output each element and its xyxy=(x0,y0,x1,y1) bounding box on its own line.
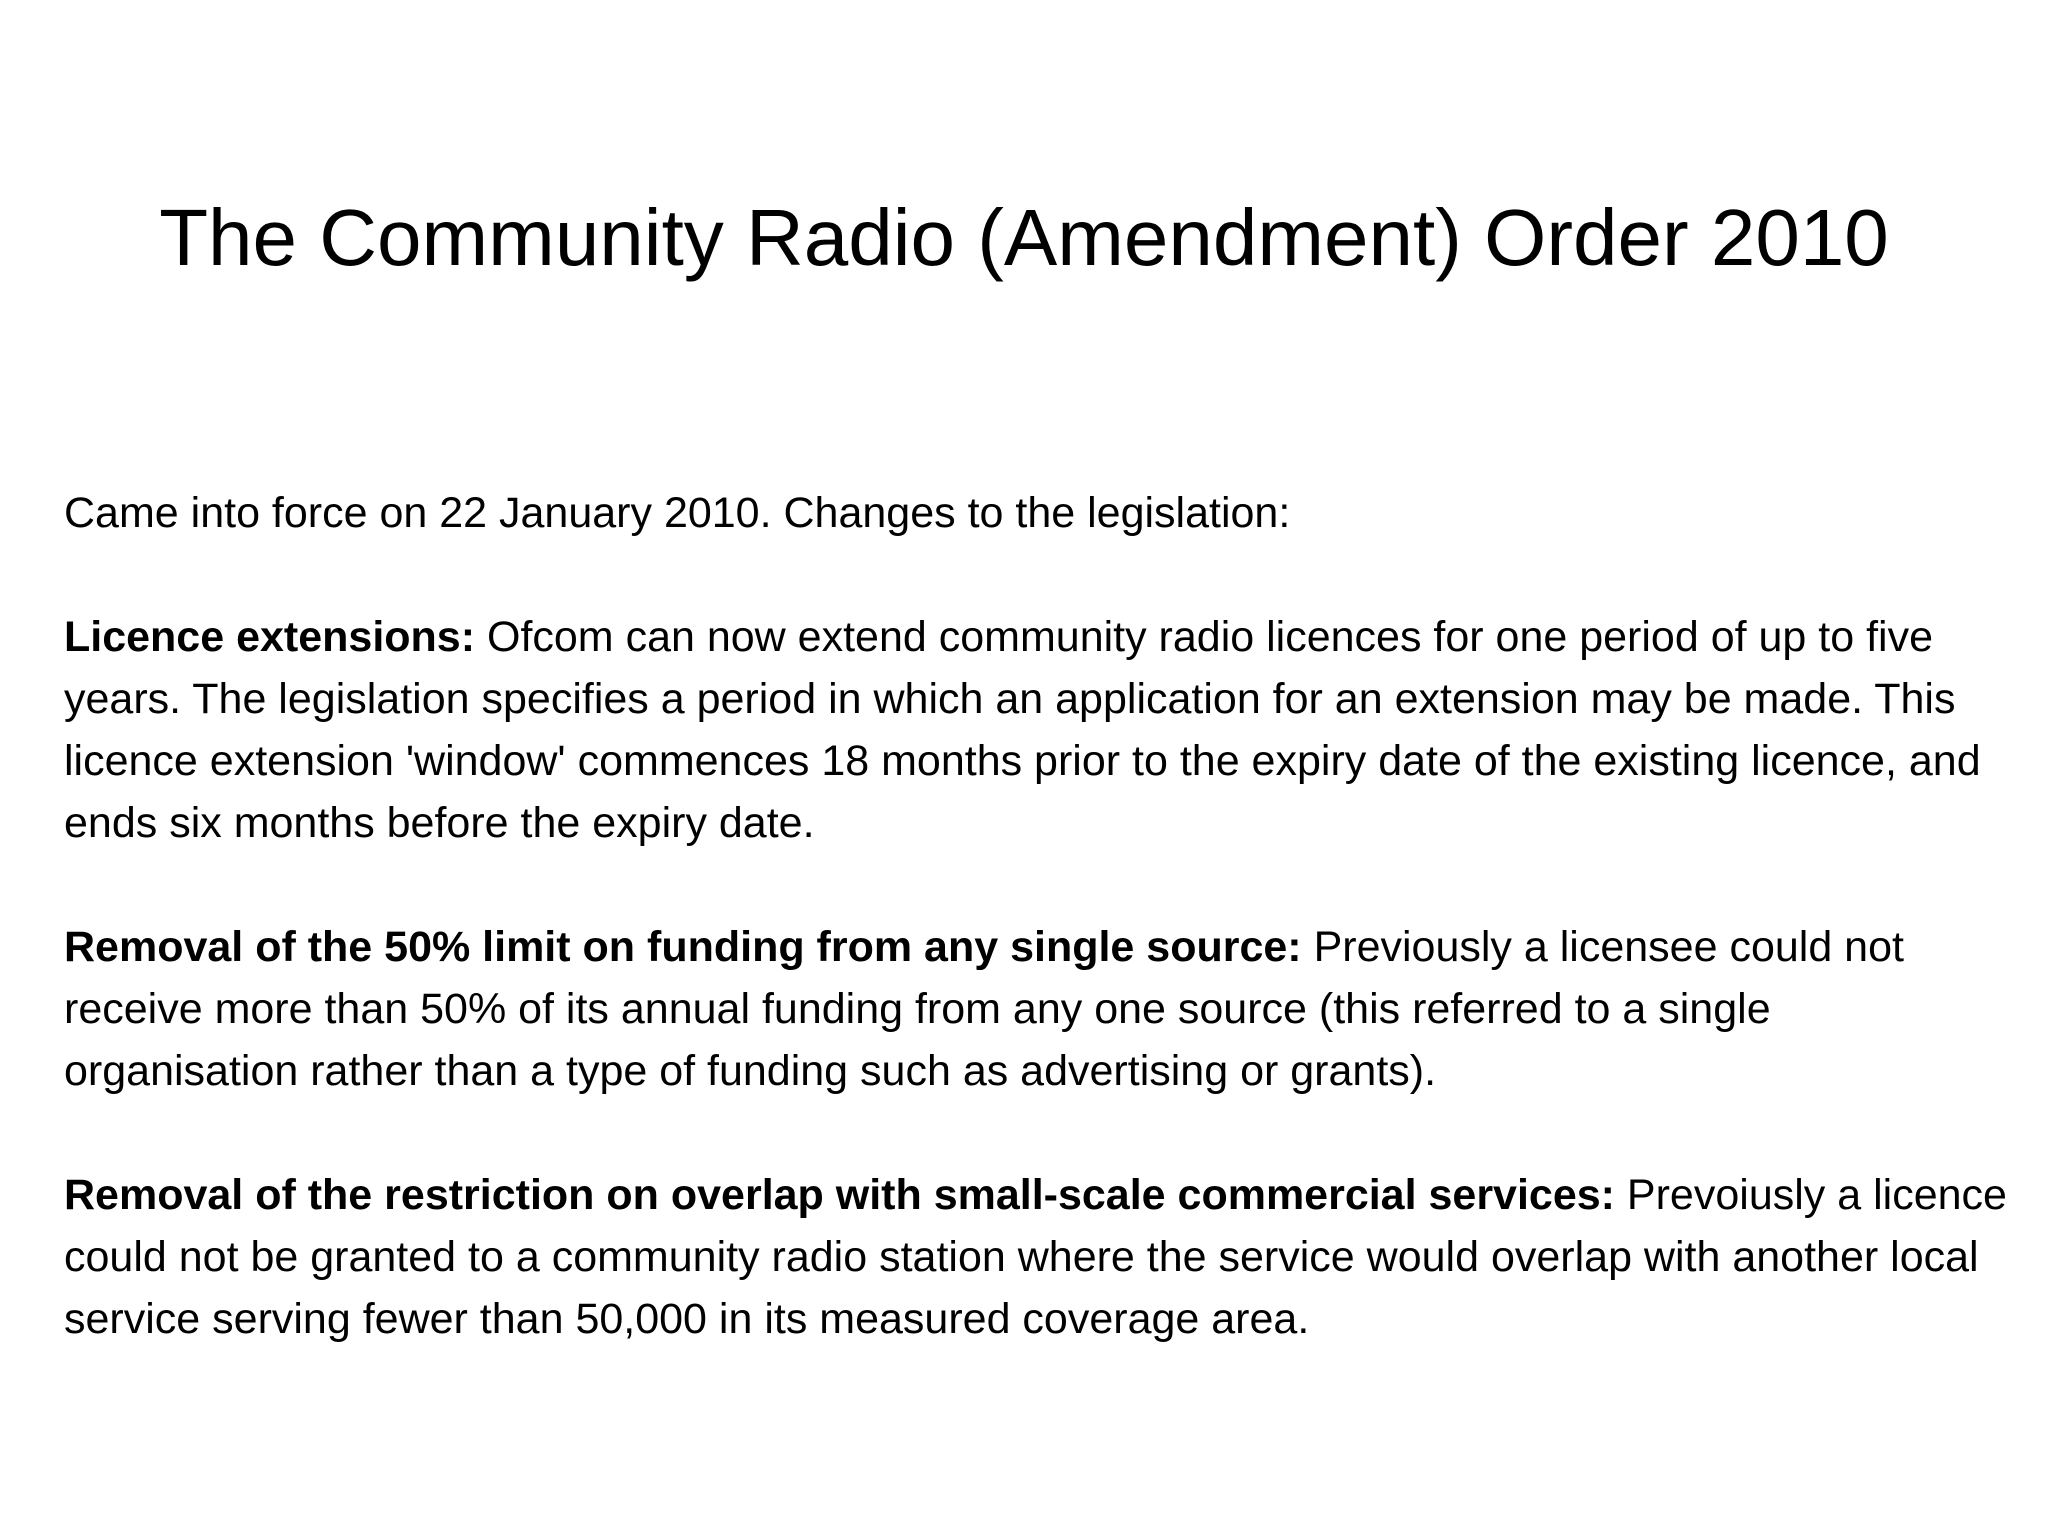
section-heading: Licence extensions: xyxy=(64,613,476,661)
section-licence-extensions xyxy=(64,606,2014,854)
section-text: Ofcom can now extend community radio licences for one period of up to five years. The legislation specifies a period in which an application for an extension may be made. This licence extension 'window' commences 18 months prior to the expiry date of the existing licence, and ends six months before the expiry date. xyxy=(64,613,1981,847)
section-overlap-restriction xyxy=(64,1164,2014,1350)
section-text: Prevoiusly a licence could not be granted to a community radio station where the service would overlap with another local service serving fewer than 50,000 in its measured coverage area. xyxy=(64,1171,2007,1343)
section-heading: Removal of the restriction on overlap with small-scale commercial services: xyxy=(64,1171,1615,1219)
section-heading: Removal of the 50% limit on funding from any single source: xyxy=(64,923,1302,971)
intro-paragraph: Came into force on 22 January 2010. Changes to the legislation: xyxy=(64,489,1291,537)
slide-body xyxy=(64,482,2014,1350)
section-text: Previously a licensee could not receive more than 50% of its annual funding from any one source (this referred to a single organisation rather than a type of funding such as advertising or grants). xyxy=(64,923,1904,1095)
section-funding-limit xyxy=(64,916,2014,1102)
slide-title: The Community Radio (Amendment) Order 2010 xyxy=(159,193,1889,282)
